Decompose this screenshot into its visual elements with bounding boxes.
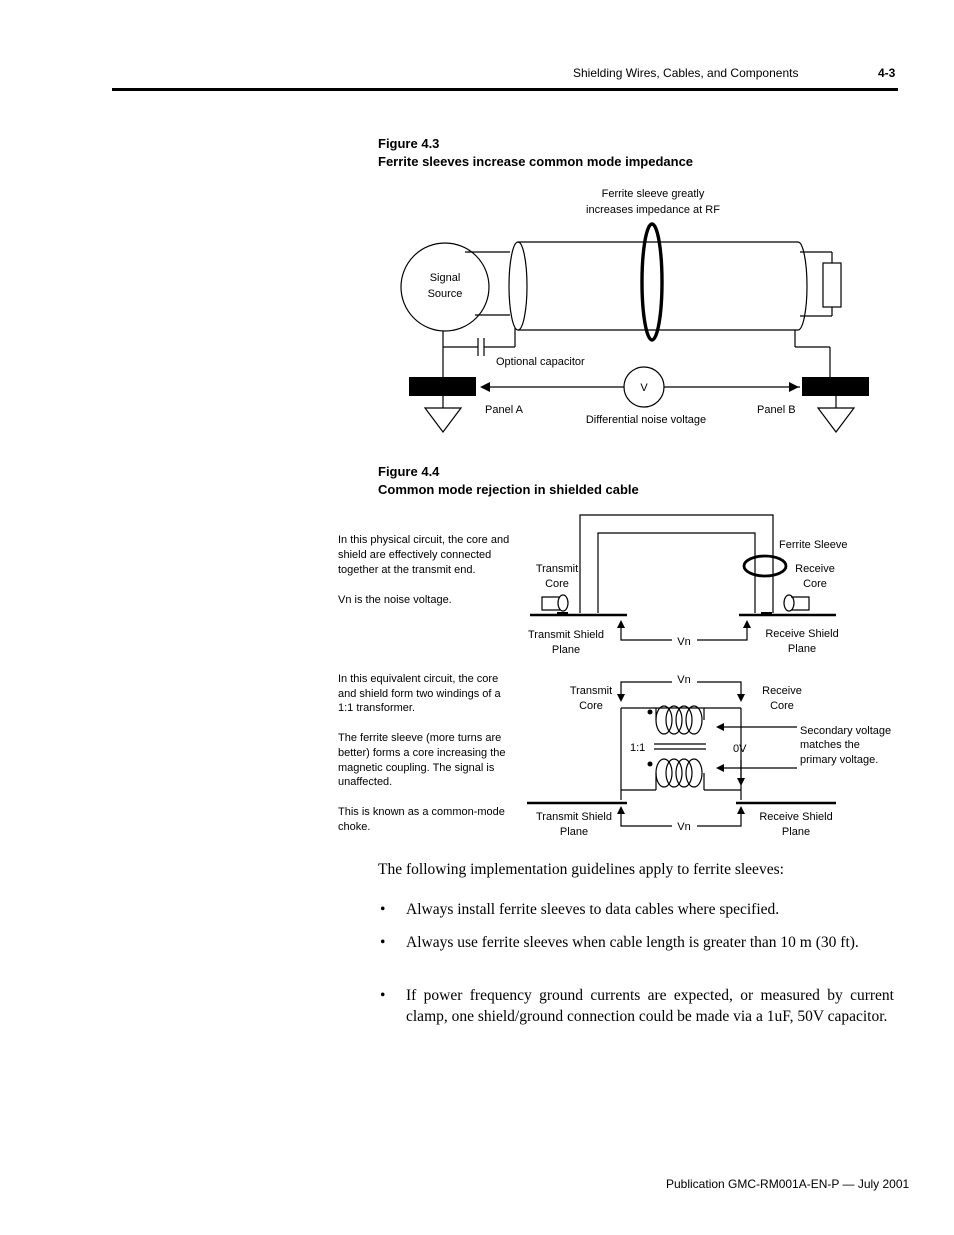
bullet-item bbox=[378, 900, 894, 921]
transmit-shield-label-2: Plane bbox=[551, 644, 581, 656]
panel-b-label: Panel B bbox=[757, 404, 796, 416]
vn-label-physical: Vn bbox=[677, 636, 691, 648]
receive-shield-label-2: Plane bbox=[787, 643, 817, 655]
eq-transmit-core-label-1: Transmit bbox=[569, 685, 613, 697]
vn-label-eq-top: Vn bbox=[677, 674, 691, 686]
desc4-line1: The ferrite sleeve (more turns are bbox=[338, 732, 502, 744]
desc3-line1: In this equivalent circuit, the core bbox=[338, 673, 499, 685]
desc3-line2: and shield form two windings of a bbox=[338, 688, 501, 700]
figure-4-4-label: Figure 4.4 bbox=[378, 464, 440, 479]
cable-right-end bbox=[798, 242, 807, 330]
desc1-line2: shield are effectively connected bbox=[338, 549, 492, 561]
differential-noise-label: Differential noise voltage bbox=[585, 414, 707, 426]
cable-left-end bbox=[509, 242, 527, 330]
eq-transmit-shield-label-1: Transmit Shield bbox=[535, 811, 613, 823]
figure-4-3-label: Figure 4.3 bbox=[378, 136, 440, 151]
transmit-shield-label-1: Transmit Shield bbox=[527, 629, 605, 641]
bullet-marker: • bbox=[380, 901, 386, 918]
figure-4-4-descriptions bbox=[338, 534, 509, 833]
panel-a-label: Panel A bbox=[485, 404, 523, 416]
vn-label-eq-bottom: Vn bbox=[677, 821, 691, 833]
running-header-title: Shielding Wires, Cables, and Components bbox=[573, 66, 799, 80]
panel-b-block bbox=[802, 377, 869, 396]
signal-source-label-1: Signal bbox=[429, 272, 461, 284]
eq-receive-shield-label-2: Plane bbox=[781, 826, 811, 838]
transmit-core-label-1: Transmit bbox=[535, 563, 579, 575]
desc4-line4: unaffected. bbox=[338, 776, 393, 788]
bullet-marker: • bbox=[380, 987, 386, 1004]
secondary-line3: primary voltage. bbox=[800, 754, 879, 766]
panel-a-block bbox=[409, 377, 476, 396]
desc3-line3: 1:1 transformer. bbox=[338, 702, 416, 714]
secondary-line1: Secondary voltage bbox=[800, 725, 892, 737]
ferrite-sleeve-small bbox=[744, 556, 786, 576]
eq-receive-core-label-1: Receive bbox=[762, 685, 802, 697]
desc1-line1: In this physical circuit, the core and bbox=[338, 534, 510, 546]
voltmeter-label: V bbox=[640, 382, 648, 394]
bullet-item bbox=[378, 933, 894, 954]
signal-source-label-2: Source bbox=[427, 288, 463, 300]
publication-footer: Publication GMC-RM001A-EN-P — July 2001 bbox=[666, 1177, 910, 1191]
eq-receive-core-label-2: Core bbox=[770, 700, 794, 712]
secondary-line2: matches the bbox=[800, 739, 860, 751]
desc4-line3: magnetic coupling. The signal is bbox=[338, 762, 495, 774]
ratio-label: 1:1 bbox=[630, 742, 646, 754]
desc4-line2: better) forms a core increasing the bbox=[338, 747, 506, 759]
bullet-text: If power frequency ground currents are expected, or measured by current clamp, one shield/ground connection could be made via a 1uF, 50V capacitor. bbox=[406, 987, 894, 1025]
page-number: 4-3 bbox=[878, 66, 896, 80]
figure-4-3-title: Ferrite sleeves increase common mode impedance bbox=[378, 154, 694, 169]
ferrite-sleeve-label: Ferrite Sleeve bbox=[779, 539, 848, 551]
desc5-line2: choke. bbox=[338, 821, 371, 833]
transmit-core-label-2: Core bbox=[545, 578, 569, 590]
eq-transmit-shield-label-2: Plane bbox=[559, 826, 589, 838]
eq-transmit-core-label-2: Core bbox=[579, 700, 603, 712]
bullet-text: Always install ferrite sleeves to data cables where specified. bbox=[406, 901, 780, 918]
ground-symbol-right bbox=[818, 408, 854, 432]
figure-4-4-diagram bbox=[0, 505, 954, 845]
eq-receive-shield-label-1: Receive Shield bbox=[759, 811, 833, 823]
optional-capacitor-label: Optional capacitor bbox=[496, 356, 585, 368]
ferrite-annotation-line1: Ferrite sleeve greatly bbox=[601, 188, 705, 200]
figure-4-3-diagram bbox=[0, 180, 954, 440]
physical-circuit bbox=[542, 515, 809, 640]
figure-4-4-title: Common mode rejection in shielded cable bbox=[378, 482, 639, 497]
bullet-text: Always use ferrite sleeves when cable length is greater than 10 m (30 ft). bbox=[406, 934, 859, 951]
receive-core-label-1: Receive bbox=[795, 563, 835, 575]
load-resistor bbox=[823, 263, 841, 307]
ferrite-annotation-line2: increases impedance at RF bbox=[586, 204, 720, 216]
receive-shield-label-1: Receive Shield bbox=[765, 628, 839, 640]
bullet-marker: • bbox=[380, 934, 386, 951]
receive-core-label-2: Core bbox=[803, 578, 827, 590]
desc2: Vn is the noise voltage. bbox=[338, 594, 452, 606]
bullet-item bbox=[378, 986, 894, 1027]
zero-volt-label: 0V bbox=[733, 743, 747, 755]
intro-paragraph: The following implementation guidelines apply to ferrite sleeves: bbox=[378, 861, 784, 878]
ground-symbol-left bbox=[425, 408, 461, 432]
desc1-line3: together at the transmit end. bbox=[338, 564, 476, 576]
desc5-line1: This is known as a common-mode bbox=[338, 806, 505, 818]
header-rule bbox=[112, 88, 898, 91]
signal-source-circle bbox=[401, 243, 489, 331]
